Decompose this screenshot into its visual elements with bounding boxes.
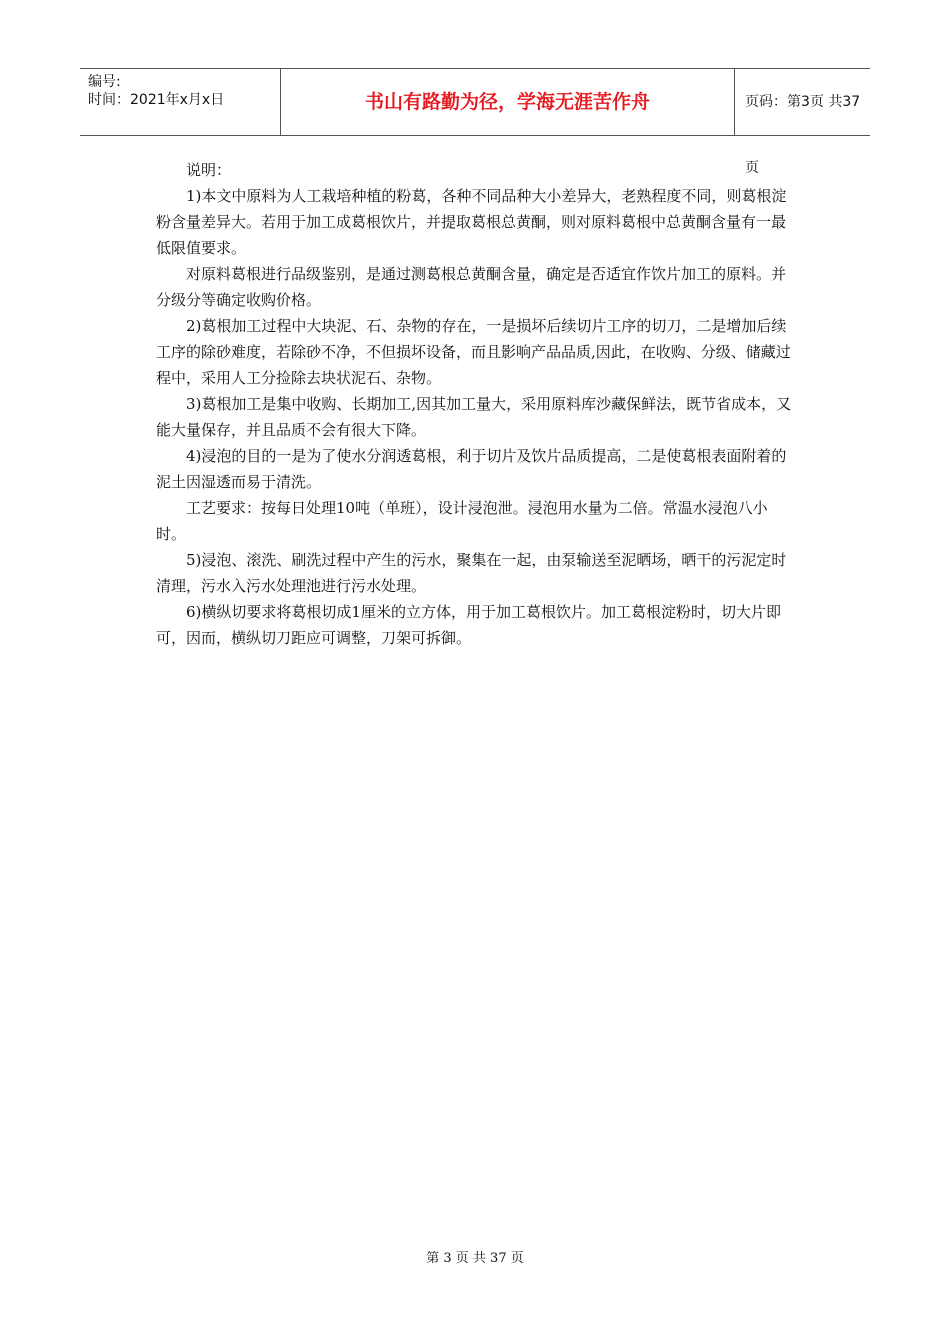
document-date-label: 时间：2021年x月x日 <box>88 92 225 108</box>
paragraph: 4)浸泡的目的一是为了使水分润透葛根，利于切片及饮片品质提高，二是使葛根表面附着的泥土因湿透而易于清洗。 <box>156 447 787 491</box>
paragraph: 5)浸泡、滚洗、刷洗过程中产生的污水，聚集在一起，由泵输送至泥晒场，晒干的污泥定时清理，污水入污水处理池进行污水处理。 <box>156 551 787 595</box>
header-motto: 书山有路勤为径，学海无涯苦作舟 <box>281 69 735 135</box>
page-footer: 第 3 页 共 37 页 <box>426 1251 524 1266</box>
header-meta-cell <box>80 69 281 135</box>
paragraph: 6)横纵切要求将葛根切成1厘米的立方体，用于加工葛根饮片。加工葛根淀粉时，切大片即可，因而，横纵切刀距应可调整，刀架可拆御。 <box>156 603 781 647</box>
paragraph: 工艺要求：按每日处理10吨（单班），设计浸泡泄。浸泡用水量为二倍。常温水浸泡八小时。 <box>156 499 768 543</box>
section-heading: 说明： <box>186 161 232 179</box>
paragraph: 2)葛根加工过程中大块泥、石、杂物的存在，一是损坏后续切片工序的切刀，二是增加后续工序的除砂难度，若除砂不净，不但损坏设备，而且影响产品品质,因此，在收购、分级、储藏过程中，采用人工分捡除去块状泥石、杂物。 <box>156 317 791 387</box>
paragraph: 对原料葛根进行品级鉴别，是通过测葛根总黄酮含量，确定是否适宜作饮片加工的原料。并分级分等确定收购价格。 <box>156 265 787 309</box>
document-number-label: 编号: <box>88 74 121 90</box>
paragraph: 1)本文中原料为人工栽培种植的粉葛，各种不同品种大小差异大，老熟程度不同，则葛根淀粉含量差异大。若用于加工成葛根饮片，并提取葛根总黄酮，则对原料葛根中总黄酮含量有一最低限值要求。 <box>156 187 787 257</box>
document-body <box>156 157 796 651</box>
paragraph: 3)葛根加工是集中收购、长期加工,因其加工量大，采用原料库沙藏保鲜法，既节省成本，又能大量保存，并且品质不会有很大下降。 <box>156 395 792 439</box>
header-page-info: 页码：第3页 共37页 <box>745 94 861 176</box>
